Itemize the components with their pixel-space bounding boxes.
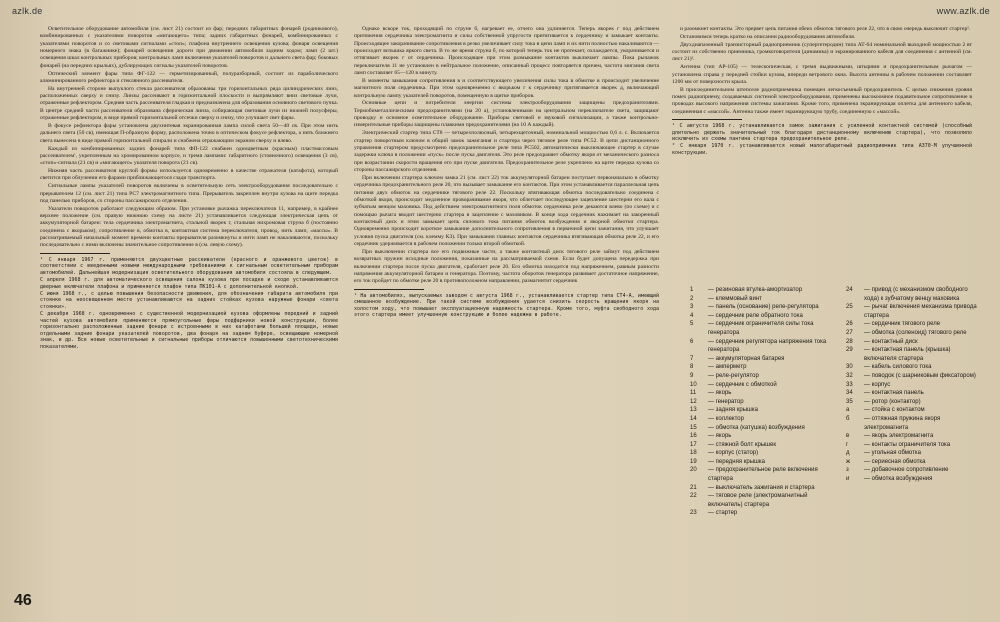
legend-text: — сердечник ограничителя силы тока генератора: [708, 321, 814, 336]
legend-number: в: [846, 433, 850, 440]
text-column-3: [672, 26, 972, 286]
legend-item: [690, 415, 840, 424]
legend-number: 30: [846, 364, 853, 371]
legend-number: 35: [846, 398, 853, 405]
paragraph: На внутренней стороне выпуклого стекла рассеивателя образованы три горизонтальных ряда цилиндрических линз, расположенных сверху и снизу. Линзы рассеивают в горизонтальной плоскости и выпрямляют вниз световые лучи, отраженные рефлектором. Средняя часть рассеивателя гладкая и предназначена для образования основного светового пучка. В центре средней части рассеивателя образована сферическая линза, собирающая световые лучи из нижней полусферы, отраженные рефлектором, в виде прямой горизонтальной отсечки сверху и снизу, что улучшает свет фары.: [40, 85, 338, 122]
watermark-left: azlk.de: [12, 6, 43, 16]
legend-number: 17: [690, 441, 697, 448]
legend-text: — сердечник с обмоткой: [708, 381, 777, 388]
footnote: ² С января 1970 г. устанавливается новый малогабаритный радиоприемник типа А370-М улучшенной конструкции.: [672, 143, 972, 156]
figure-legend-left: [690, 286, 840, 518]
paragraph: При выключении стартера все его подвижные части, а также контактный диск тягового реле займут под действием возвратных пружин исходные положения, показанные на рассматриваемой схеме. Если будет допущена передержка при включении стартера после пуска двигателя, сработает реле 20. Его обмотка находится под напряжением, равным разности напряжения аккумуляторной батареи и генератора. Поэтому, частота оборотов генератора развивает достаточное напряжение, его ток пройдет по обмотке реле 20 в противоположном направлении, размагнитит сердечник: [354, 248, 659, 285]
legend-text: — корпус (статор): [708, 450, 759, 457]
paragraph: Указатели поворотов работают следующим образом. При установке рычажка переключателя 11, например, в крайнее верхнее положение (см. правую нижнюю схему на листе 21) устанавливается следующая электрическая цепь от аккумуляторной батареи: тела сердечника электромагнита, стальной якорек г, стальная нихромовая струна б (постоянно соединена с якорьком), сопротивление в, обмотка в, контактная система переключателя, провод, нить ламп, «массы». В рассматриваемый начальный момент времени контакты прерывателя разомкнуты и нити ламп не накаливаются, поскольку последовательно с ними включены значительное сопротивление в (см. левую схему).: [40, 205, 338, 249]
footnote: С июня 1968 г., с целью повышения безопасности движения, для обозначения габарита автомобиля при стоянке на неосвещенном месте устанавливаются на задних стойках кузова наружные фонари «света стоянки».: [40, 290, 338, 310]
legend-item: [846, 458, 980, 467]
paragraph: Антенна (тип АР-105) — телескопическая, с тремя выдвижными, штырями и предохранительным рычагом — установлена справа у передней стойки кузова, впереди ветрового окна. Высота антенны в рабочем положении составляет 1200 мм от поверхности крыла.: [672, 64, 972, 85]
legend-text: — поводок (с шарниковым фиксатором): [864, 372, 976, 379]
legend-text: — якорь: [708, 433, 732, 440]
figure-legend-right: [846, 286, 980, 484]
legend-number: 29: [846, 347, 853, 354]
legend-number: 18: [690, 450, 697, 457]
legend-number: 22: [690, 493, 697, 500]
legend-item: [690, 424, 840, 433]
legend-number: 16: [690, 433, 697, 440]
legend-number: 21: [690, 484, 697, 491]
legend-text: — тяговое реле (электромагнитный включатель) стартера: [708, 493, 808, 508]
legend-number: д: [846, 450, 850, 457]
footnote-rule: [672, 119, 742, 120]
col2-footnotes: [354, 293, 659, 319]
legend-item: [846, 286, 980, 303]
legend-item: [690, 389, 840, 398]
legend-number: 5: [690, 321, 694, 328]
legend-item: [846, 338, 980, 347]
paragraph: Оптический элемент фары типа ФГ-122 — герметизированный, полуразборный, состоит из параболического алюминированного рефлектора и стеклянного рассеивателя.: [40, 70, 338, 84]
legend-item: [846, 415, 980, 432]
paragraph: Сигнальные лампы указателей поворотов включены в осветительную сеть электрооборудования последовательно с прерывателем 12 (см. лист 21) типа РС7 электромагнитного типа. Прерыватель закреплен внутри кузова на щите передка под панелью приборов, со стороны пассажирского отделения.: [40, 183, 338, 204]
legend-item: [690, 338, 840, 355]
legend-text: — задняя крышка: [708, 407, 758, 414]
legend-number: 2: [690, 295, 694, 302]
paragraph: Каждый из комбинированных задних фонарей типа ФП-122 снабжен одноцветным (красным) пластмассовым рассеивателем', укрепленным на хромированном корпусе, и тремя лампами: габаритного (стояночного) освещения (3 св), «стоп»-сигнала (21 св) и «мигающего» указателя поворота (21 св).: [40, 145, 338, 167]
legend-text: — клеммовый винт: [708, 295, 762, 302]
legend-item: [690, 363, 840, 372]
footnote: С апреля 1968 г. для автоматического освещения салона кузова при посадке и сходе устанавливаются дверные включатели плафона и применяется плафон типа ПК101-А с дополнительной кнопкой.: [40, 277, 338, 290]
legend-text: — угольная обмотка: [864, 450, 921, 457]
legend-number: и: [846, 476, 850, 483]
watermark-right: www.azlk.de: [936, 6, 990, 16]
legend-item: [690, 355, 840, 364]
legend-number: 34: [846, 390, 853, 397]
legend-item: [846, 372, 980, 381]
legend-text: — сердечник регулятора напряжения тока генератора: [708, 338, 827, 354]
legend-number: 26: [846, 321, 853, 328]
paragraph: Двухдиапазонный транзисторный радиоприемник (супергетеродин) типа АТ-64 номинальной выходной мощностью 2 вт состоит из собственно приемника, громкоговорителя (динамика) и экранированного кабеля для соединения с антенной (см. лист 21)².: [672, 41, 972, 63]
paragraph: Нижняя часть рассеивателя круглой формы используется одновременно в качестве отражателя (катафота), который светится при облучении его фарами приближающегося сзади транспорта.: [40, 168, 338, 182]
legend-number: 27: [846, 329, 853, 336]
footnote: С декабря 1968 г. одновременно с существенной модернизацией кузова оформлены передний и задний частей кузова автомобиля применяются прямоугольные фары подфарники новой конструкции, более горизонтально расположенные задние фонари с встроенными в них катафотами большей площади, новые отдельными задние фонари указателей поворотов, два фонаря на заднем буфере, освещающие номерной знак, и др. Все новые осветительные и сигнальные приборы отличаются повышенными светотехническими показателями.: [40, 311, 338, 351]
page-number: 46: [14, 592, 32, 609]
legend-number: 11: [690, 390, 697, 397]
legend-text: — предохранительное реле включения стартера: [708, 467, 818, 483]
legend-text: — аккумуляторная батарея: [708, 355, 785, 362]
legend-text: — передняя крышка: [708, 458, 765, 465]
legend-item: [846, 320, 980, 329]
legend-number: 32: [846, 372, 853, 379]
legend-text: — контактная панель (крышка) включателя стартера: [864, 347, 951, 362]
legend-number: 10: [690, 381, 697, 388]
legend-number: 15: [690, 424, 697, 431]
col2-body: [354, 26, 659, 286]
legend-number: 19: [690, 458, 697, 465]
legend-number: 28: [846, 338, 853, 345]
footnote: ¹ С января 1967 г. применяются двухцветные рассеиватели (красного и оранжевого цветов) в соответствии с введенными новыми международными требованиями к сигнальным осветительным приборам автомобилей. Дальнейшая модернизация осветительного оборудования автомобиля состояла в следующем.: [40, 256, 338, 276]
legend-text: — контактная панель: [864, 390, 924, 397]
text-column-1: [40, 26, 338, 591]
legend-text: — амперметр: [708, 364, 747, 371]
paragraph: Однако вскоре ток, проходящий по струне б, нагревает ее, отчего она удлиняется. Теперь якорек г под действием притяжения сердечника электромагнита и силы собственной упругости притягивается к сердечнику и замыкает контакты. Происходящее закорачивание сопротивления в резко увеличивает силу тока в цепи ламп и их нити полностью накаливаются — происходит вспышка яркого света. В то же время струна б, по которой теперь ток не протекает, охлаждается, укорачивается и оттягивает якорек г от сердечника. Происходящее при этом размыкание контактов выключает лампы. Пока рычажок переключателя 11 не установлен в нейтральное положение, описанный процесс повторяется причем, частота мигания света ламп составляет 65—120 в минуту.: [354, 26, 659, 77]
legend-item: [690, 466, 840, 483]
legend-text: — сердечник тягового реле: [864, 321, 941, 328]
footnote-rule: [354, 289, 424, 290]
legend-item: [846, 466, 980, 475]
legend-text: — стойка с контактом: [864, 407, 925, 414]
legend-number: 14: [690, 415, 697, 422]
legend-text: — генератор: [708, 398, 744, 405]
legend-text: — стартер: [708, 510, 738, 517]
legend-text: — сериесная обмотка: [864, 458, 926, 465]
legend-number: 4: [690, 312, 694, 319]
legend-text: — обмотка (соленоид) тягового реле: [864, 329, 967, 336]
paragraph: Основные цепи и потребители энергии системы электрооборудования защищены предохранителями. Термобиметаллическими предохранителями (на 20 а), установленными на центральном переключателе света, защищают проводку и основное осветительное оборудование. Приборы световой и звуковой сигнализации, а также контрольно-измерительные приборы защищены плавкими предохранителями (на 10 А каждый).: [354, 100, 659, 129]
legend-number: з: [846, 467, 849, 474]
paragraph: При включении стартера ключом замка 21 (см. лист 22) ток аккумуляторной батареи поступает первоначально в обмотку сердечника предохранительного реле 20, что вызывает замыкание его контактов. При этом устанавливается параллельная цепь питания двух обмоток на сердечнике тягового реле 22. Поскольку втягивающая обмотка последовательно соединена с обмоткой якоря, происходит медленное проворачивание якоря, что облегчает последующее зацепление шестерни его вала с зубчатым венцом маховика. Под действием электромагнитного поля обмоток сердечника реле декаются влево (по схеме) и с помощью рычага вводит шестерню стартера в зацепление с маховиком. В конце хода сердечник нажимает на закоренный контактный диск и этим замыкает цепь силового тока питания обмоток возбуждения и якорной обмотки стартера. Одновременно происходит короткое замыкание дополнительного сопротивления в первичной цепи зажигания, что улучшает условия пуска двигателя (см. клемму КЗ). При замыкании главных контактов сердечника втягивающая обмотка реле 22, и его сердечник удерживается в рабочем положении только второй обмоткой.: [354, 174, 659, 247]
legend-number: 1: [690, 287, 694, 293]
legend-number: 9: [690, 372, 694, 379]
legend-item: [846, 406, 980, 415]
paragraph: В фокусе рефлектора фары установлена двухнитевая экранированная лампа силой света 50—40 св. При этом нить дальнего света (50 св), имеющая П-образную форму, расположена точно в оптическом фокусе рефлектора, а нить ближнего света вынесена в виде прямой горизонтальной спирали и снабжена отражающим экраном сверху и влево.: [40, 122, 338, 144]
legend-number: 24: [846, 287, 853, 293]
legend-item: [846, 363, 980, 372]
legend-text: — привод (с механизмом свободного хода) к зубчатому венцу маховика: [864, 287, 968, 302]
legend-item: [690, 286, 840, 295]
legend-text: — корпус: [864, 381, 891, 388]
legend-item: [690, 509, 840, 518]
legend-number: 13: [690, 407, 697, 414]
paragraph: Осветительное оборудование автомобиля (см. лист 21) состоит из фар; передних габаритных фонарей (родникового), комбинированных с указателями поворотов «мигающего» типа; задних габаритных фонарей, комбинированных с указателями поворотов и со световыми сигналами «стоп»; плафона внутреннего освещения кузова; фонаря освещения номерного знака (в багажнике); фонарей освещения дороги при движении автомобиля задним ходом; ламп (2 шт.) освещения шкал контрольных приборов; контрольных ламп включения указателей поворотов и дальнего света фар; боковых фонарей (на передних крыльях), дублирующих сигналы указателей поворотов.: [40, 26, 338, 69]
legend-item: [690, 312, 840, 321]
legend-number: г: [846, 441, 849, 448]
legend-item: [846, 346, 980, 363]
legend-number: 6: [690, 338, 694, 345]
legend-item: [846, 303, 980, 320]
legend-item: [846, 441, 980, 450]
legend-text: — выключатель зажигания и стартера: [708, 484, 815, 491]
legend-number: 3: [690, 304, 694, 311]
legend-item: [690, 441, 840, 450]
legend-number: а: [846, 407, 850, 414]
legend-item: [690, 303, 840, 312]
legend-text: — контактный диск: [864, 338, 918, 345]
legend-text: — добавочное сопротивление: [864, 467, 949, 474]
legend-text: — оттяжная пружина якоря электромагнита: [864, 415, 941, 431]
legend-item: [846, 329, 980, 338]
text-column-2: [354, 26, 659, 591]
paragraph: Электрический стартер типа СТ8 — четырехполюсный, четырехщеточный, номинальной мощностью 0,6 л. с. Включается стартер поворотным ключом в общий замок зажигания и стартера через тяговое реле типа РС52. В цепи дистанционного управления стартером предусмотрено предохранительное реле типа РС502, автоматически выключающее стартер в случае задержки ключа в положении «пуск» после пуска двигателя. Это реле предохраняет обмотку якоря от механического разноса при возрастании скорости вращения его при пуске двигателя. Предохранительное реле укреплено на щите передка кузова со стороны пассажирского отделения.: [354, 130, 659, 174]
legend-text: — кабель силового тока: [864, 364, 932, 371]
legend-text: — панель (основание) реле-регулятора: [708, 304, 819, 311]
legend-number: 33: [846, 381, 853, 388]
legend-item: [690, 458, 840, 467]
legend-text: — якорь: [708, 390, 732, 397]
paragraph: В присоединительном штепселе радиоприемника помещен легкосъемный предохранитель. С целью снижения уровня помех радиоприему, создаваемых системой электрооборудования, применены высокоомное подавительное сопротивление в проводах высокого напряжения системы зажигания. Кроме того, применена экранирующая оплетка для антенного кабеля, соединенная с «массой». Антенна также имеет экранирующую трубу, соединенную с «массой».: [672, 86, 972, 115]
legend-text: — обмотка (катушка) возбуждения: [708, 424, 805, 431]
legend-item: [846, 381, 980, 390]
col3-body: [672, 26, 972, 116]
legend-text: — реле-регулятор: [708, 372, 759, 379]
legend-item: [690, 381, 840, 390]
legend-item: [846, 389, 980, 398]
legend-number: 7: [690, 355, 694, 362]
legend-text: — контакты ограничителя тока: [864, 441, 951, 448]
legend-item: [690, 372, 840, 381]
legend-item: [690, 484, 840, 493]
legend-text: — ротор (контактор): [864, 398, 921, 405]
legend-number: б: [846, 415, 850, 422]
legend-text: — сердечник реле обратного тока: [708, 312, 803, 319]
legend-number: 12: [690, 398, 697, 405]
legend-text: — резиновая втулка-амортизатор: [708, 287, 803, 293]
legend-item: [690, 320, 840, 337]
footnote-rule: [40, 253, 110, 254]
legend-item: [690, 432, 840, 441]
legend-number: ж: [846, 458, 851, 465]
legend-item: [690, 449, 840, 458]
legend-number: 25: [846, 304, 853, 311]
legend-text: — якорь электромагнита: [864, 433, 934, 440]
legend-item: [690, 492, 840, 509]
paragraph: В моменты замыкания сопротивления в и соответствующего увеличения силы тока в обмотке в происходит увеличение магнитного поля сердечника. При этом одновременно с якорьком г к сердечнику притягивается якорек д, включающий контрольную лампу указателей поворотов, помещенную в щитке приборов.: [354, 77, 659, 99]
col3-footnotes: [672, 123, 972, 156]
legend-item: [846, 475, 980, 484]
legend-item: [690, 406, 840, 415]
legend-item: [846, 449, 980, 458]
legend-text: — обмотка возбуждения: [864, 476, 933, 483]
legend-number: 20: [690, 467, 697, 474]
legend-item: [846, 432, 980, 441]
legend-text: — стяжной болт крышек: [708, 441, 776, 448]
footnote: ¹ На автомобилях, выпускаемых заводом с августа 1968 г., устанавливается стартер типа СТ4-А, имеющий смешанное возбуждение. При такой системе возбуждения удается снизить скорость вращения якоря на холостом ходу, что повышает эксплуатационную надежность стартера. Кроме того, муфта свободного хода этого стартера имеет улучшенную конструкцию и более надежна в работе.: [354, 292, 659, 319]
legend-text: — рычаг включения механизма привода стартера: [864, 304, 977, 319]
paragraph: Остановимся теперь кратко на описании радиооборудования автомобиля.: [680, 33, 856, 40]
paragraph: и разомкнет контакты. Это прервет цепь питания обеих обмоток тягового реле 22, что в свою очередь выключит стартер¹.: [680, 26, 971, 32]
legend-item: [690, 398, 840, 407]
legend-item: [846, 398, 980, 407]
legend-text: — коллектор: [708, 415, 744, 422]
col1-footnotes: [40, 257, 338, 351]
legend-number: 8: [690, 364, 694, 371]
legend-item: [690, 295, 840, 304]
col1-body: [40, 26, 338, 250]
legend-number: 23: [690, 510, 697, 517]
footnote: ¹ С августа 1968 г. устанавливается замок зажигания с усиленной контактной системой (способный длительно держать значительный ток благодаря дистанционному включению стартера), что позволило исключить из схемы пантина стартера предохранительное реле.: [672, 123, 972, 143]
